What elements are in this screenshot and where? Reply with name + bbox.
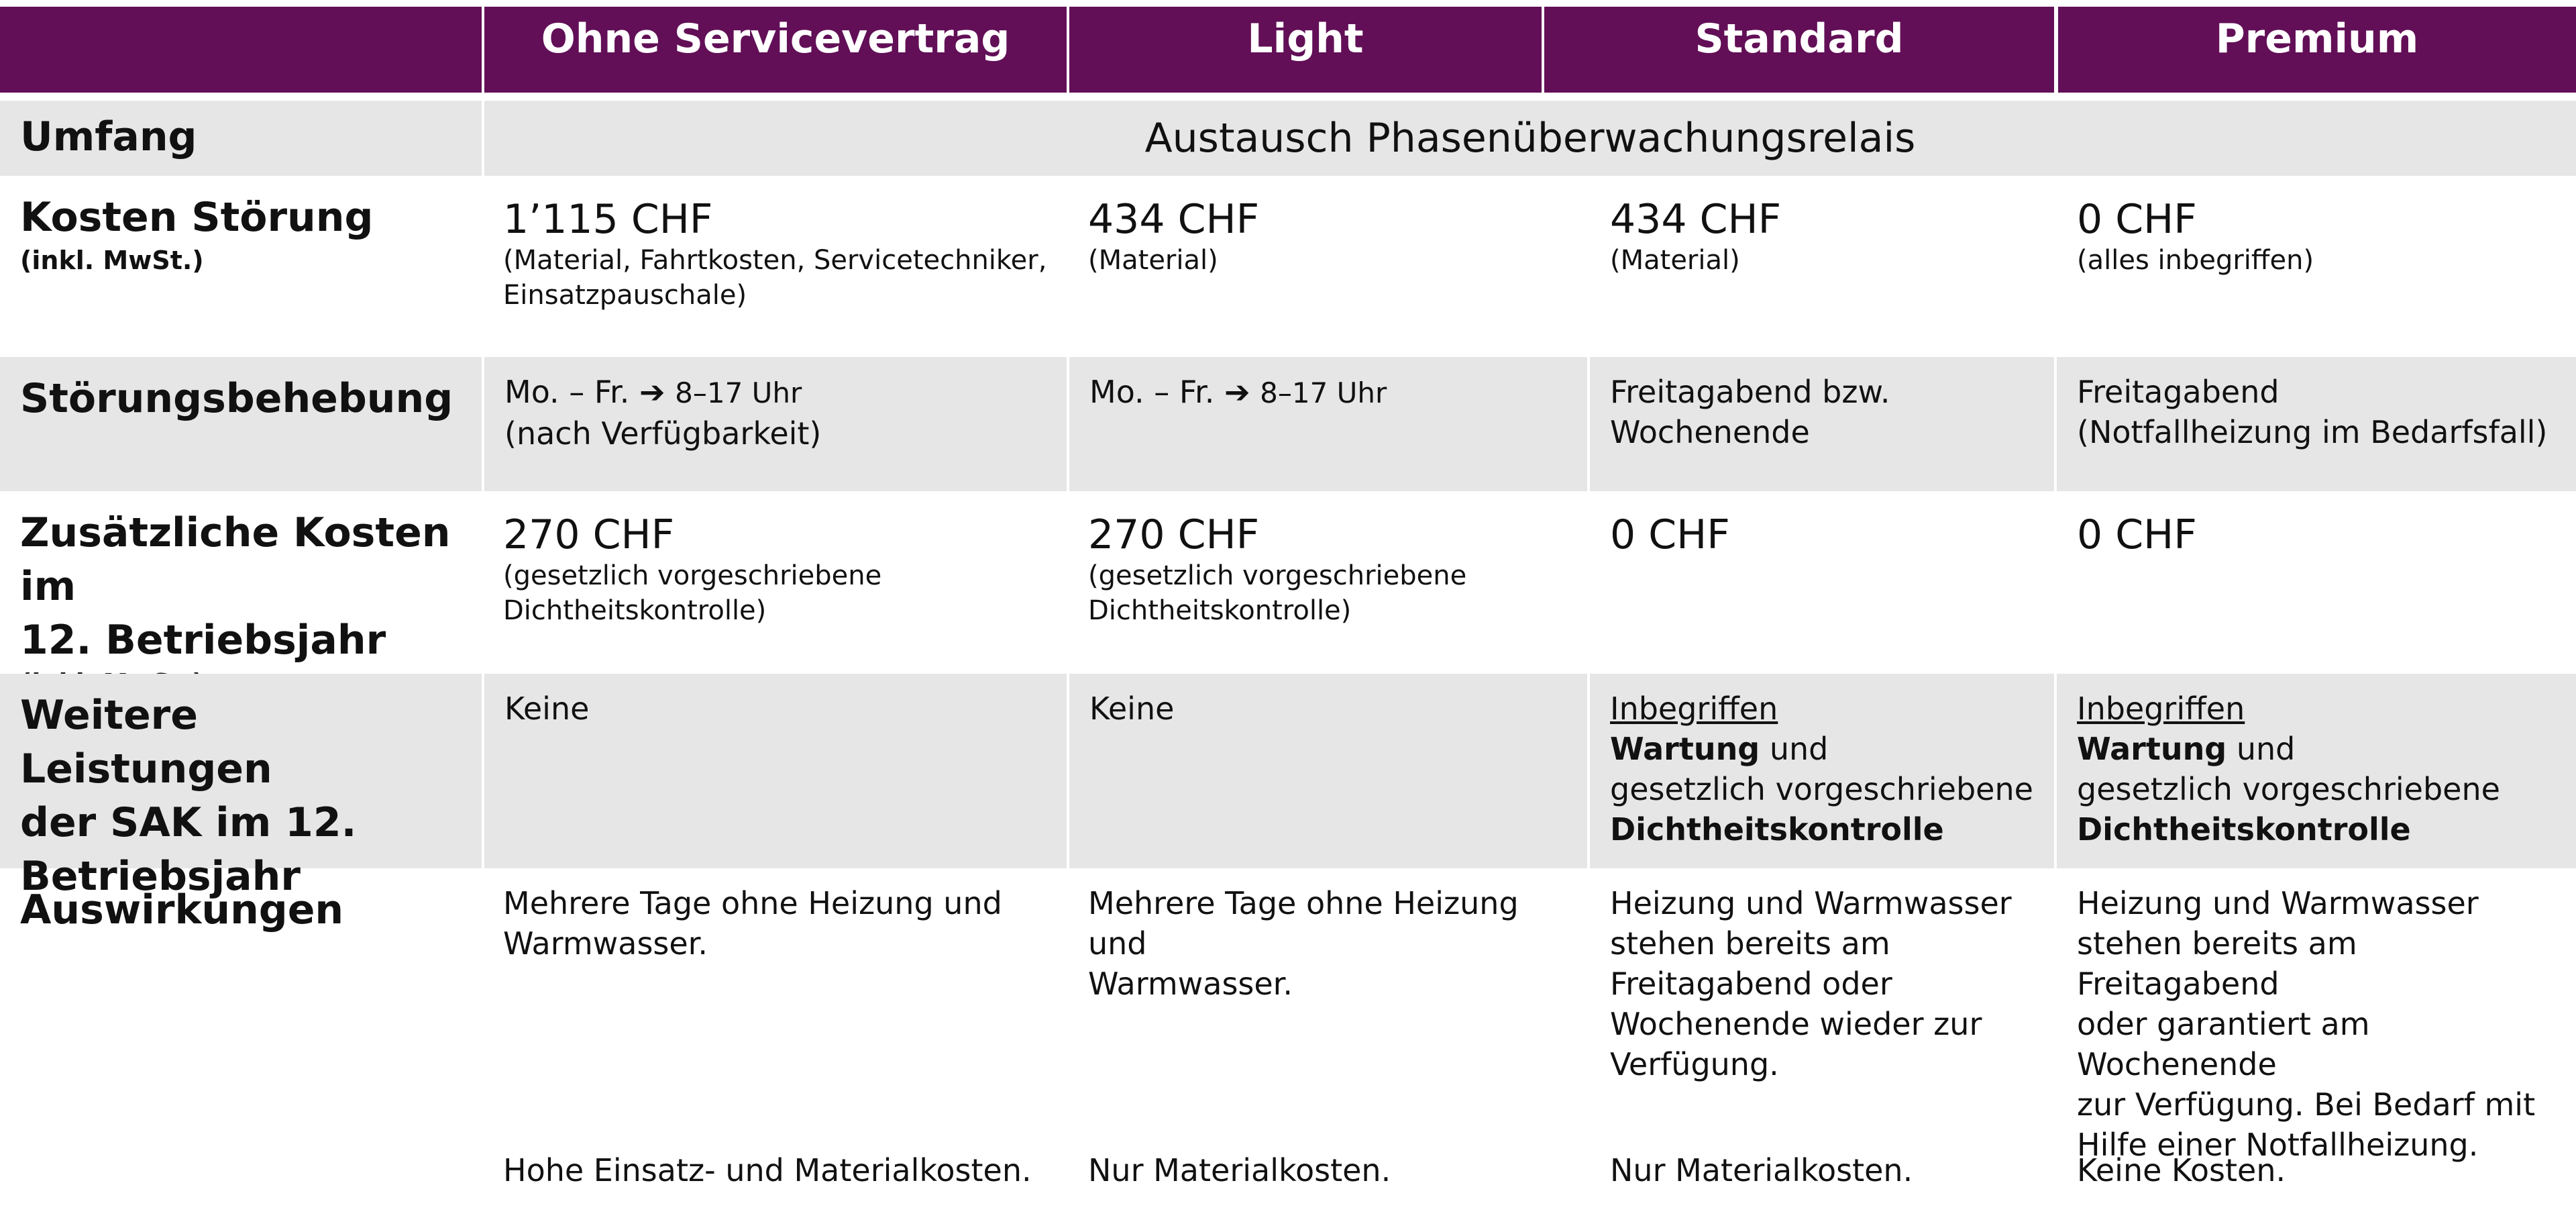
stoerung-light: Mo. – Fr. ➔ 8–17 Uhr (1069, 357, 1587, 491)
umfang-value: Austausch Phasenüberwachungsrelais (484, 101, 2576, 176)
kosten-standard: 434 CHF (Material) (1610, 196, 1782, 276)
row-weitere-leistungen (0, 674, 2576, 900)
weitere-light: Keine (1069, 674, 1587, 868)
auswirkungen-footnote: Nur Materialkosten. (1610, 1152, 1913, 1188)
stoerung-standard: Freitagabend bzw. Wochenende (1590, 357, 2054, 491)
header-premium: Premium (2058, 7, 2576, 93)
header-empty-cell (0, 7, 482, 93)
zusatz-light: 270 CHF (gesetzlich vorgeschriebene Dichtheitskontrolle) (1088, 511, 1467, 626)
stoerung-ohne-servicevertrag: Mo. – Fr. ➔ 8–17 Uhr (nach Verfügbarkeit) (484, 357, 1067, 491)
kosten-ohne-servicevertrag: 1’115 CHF (Material, Fahrtkosten, Servicetechniker, Einsatzpauschale) (503, 196, 1047, 311)
arrow-right-icon: ➔ (1224, 374, 1250, 410)
auswirkungen-premium: Heizung und Warmwasser stehen bereits am Freitagabend oder garantiert am Wochenende zur Verfügung. Bei Bedarf mit Hilfe einer Notfallheizung. Keine Kosten. (2057, 868, 2576, 1226)
arrow-right-icon: ➔ (639, 374, 665, 410)
row-label-umfang: Umfang (0, 101, 482, 176)
row-label-auswirkungen: Auswirkungen (20, 886, 344, 933)
header-light: Light (1069, 7, 1542, 93)
table-header (0, 0, 2576, 99)
weitere-standard: Inbegriffen Wartung und gesetzlich vorgeschriebene Dichtheitskontrolle (1590, 674, 2054, 868)
row-label-weitere-leistungen: Weitere Leistungen der SAK im 12. Betriebsjahr (0, 674, 482, 868)
auswirkungen-footnote: Nur Materialkosten. (1088, 1152, 1391, 1188)
auswirkungen-standard: Heizung und Warmwasser stehen bereits am Freitagabend oder Wochenende wieder zur Verfügung. Nur Materialkosten. (1590, 868, 2057, 1226)
header-standard: Standard (1544, 7, 2054, 93)
weitere-ohne-servicevertrag: Keine (484, 674, 1067, 868)
stoerung-premium: Freitagabend (Notfallheizung im Bedarfsfall) (2057, 357, 2576, 491)
zusatz-standard: 0 CHF (1610, 511, 1730, 558)
row-label-kosten-stoerung: Kosten Störung (inkl. MwSt.) (20, 194, 374, 275)
kosten-premium: 0 CHF (alles inbegriffen) (2077, 196, 2314, 276)
weitere-premium: Inbegriffen Wartung und gesetzlich vorgeschriebene Dichtheitskontrolle (2057, 674, 2576, 868)
zusatz-premium: 0 CHF (2077, 511, 2197, 558)
row-kosten-stoerung (0, 176, 2576, 357)
kosten-light: 434 CHF (Material) (1088, 196, 1260, 276)
row-umfang (0, 101, 2576, 176)
row-stoerungsbehebung (0, 357, 2576, 491)
header-ohne-servicevertrag: Ohne Servicevertrag (484, 7, 1067, 93)
auswirkungen-light: Mehrere Tage ohne Heizung und Warmwasser. Nur Materialkosten. (1068, 868, 1590, 1226)
zusatz-ohne-servicevertrag: 270 CHF (gesetzlich vorgeschriebene Dichtheitskontrolle) (503, 511, 882, 626)
auswirkungen-footnote: Hohe Einsatz- und Materialkosten. (503, 1152, 1032, 1188)
row-label-stoerungsbehebung: Störungsbehebung (0, 357, 482, 491)
auswirkungen-footnote: Keine Kosten. (2077, 1152, 2286, 1188)
row-zusaetzliche-kosten (0, 491, 2576, 674)
row-label-zusaetzliche-kosten: Zusätzliche Kosten im 12. Betriebsjahr (20, 509, 451, 664)
auswirkungen-ohne-servicevertrag: Mehrere Tage ohne Heizung und Warmwasser. Hohe Einsatz- und Materialkosten. (483, 868, 1068, 1226)
row-auswirkungen (0, 868, 2576, 1226)
